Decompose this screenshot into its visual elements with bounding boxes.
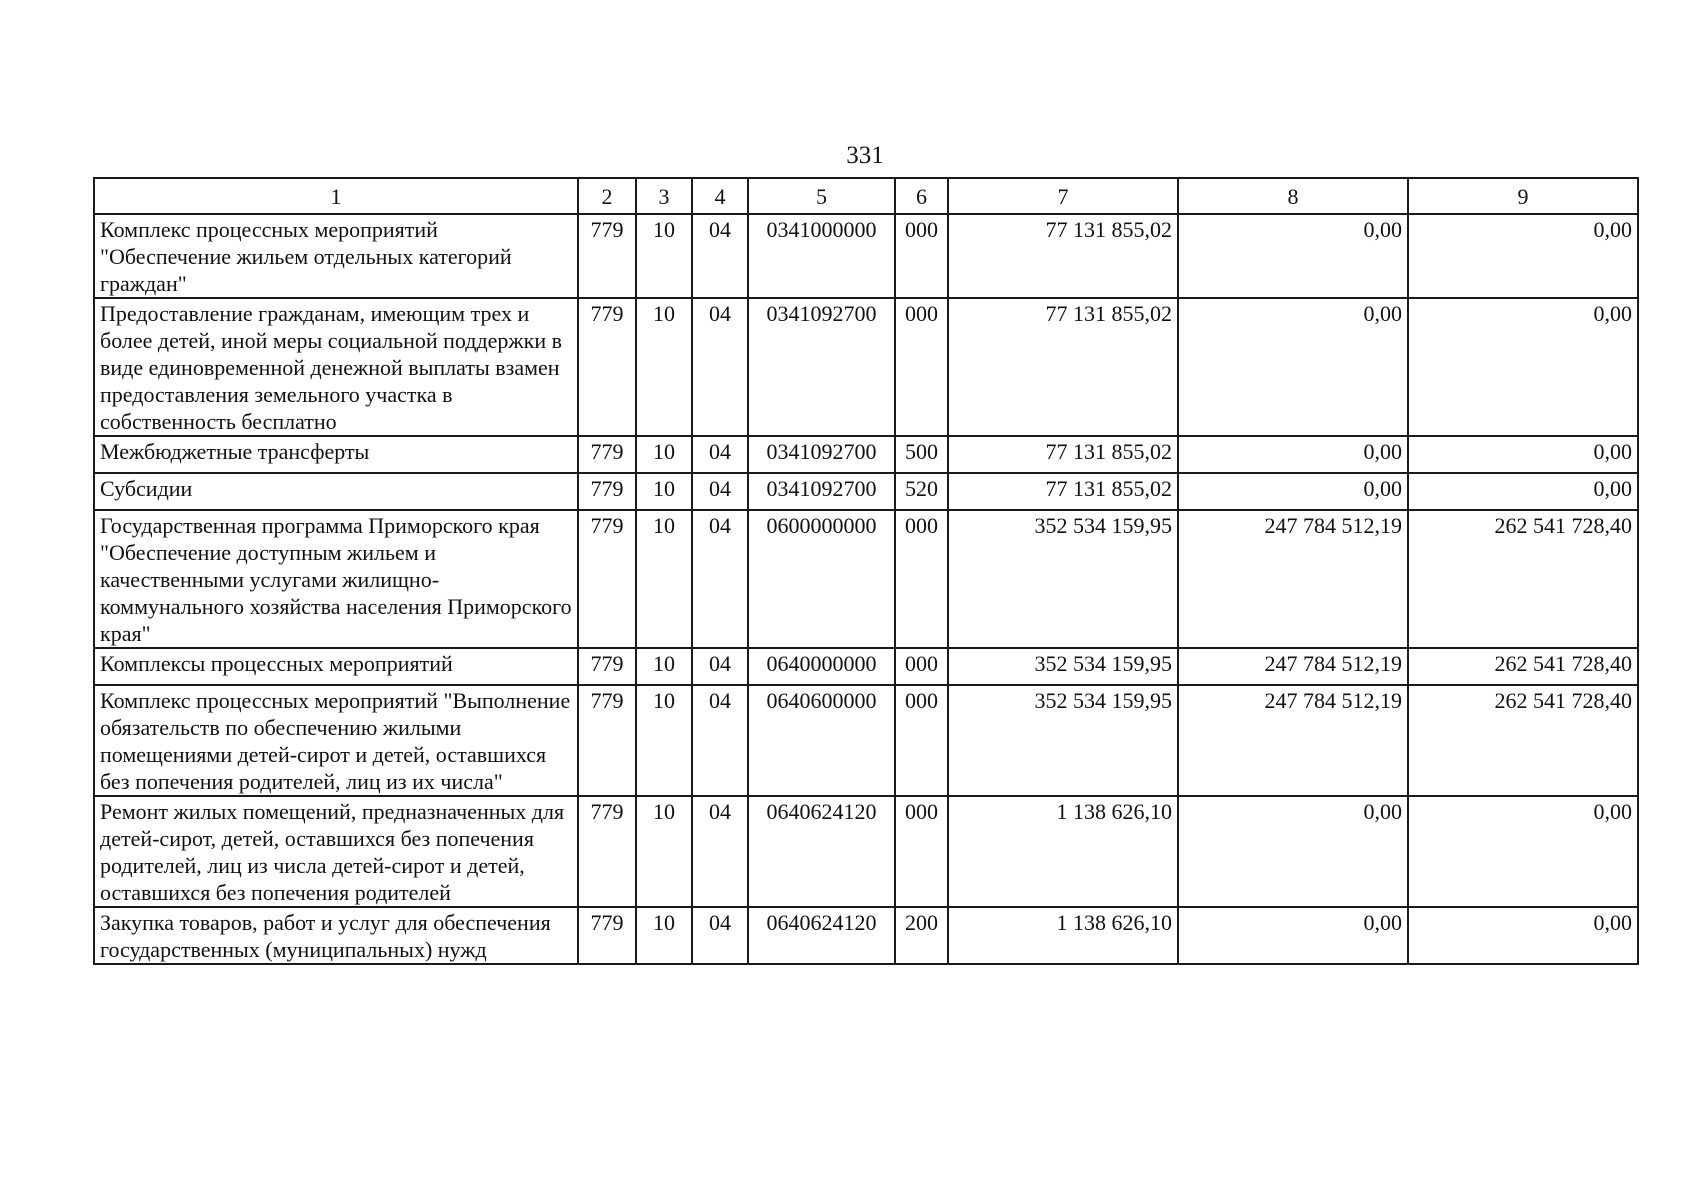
amount-col-8: 0,00 xyxy=(1178,796,1408,907)
amount-col-9: 262 541 728,40 xyxy=(1408,685,1638,796)
subsection-code: 04 xyxy=(692,907,748,964)
column-number-row xyxy=(94,178,1638,214)
expense-type-code: 000 xyxy=(895,685,948,796)
table-row xyxy=(94,907,1638,964)
column-header: 7 xyxy=(948,178,1178,214)
column-header: 5 xyxy=(748,178,895,214)
table-row xyxy=(94,473,1638,510)
ministry-code: 779 xyxy=(578,648,636,685)
row-name: Комплекс процессных мероприятий "Выполнение обязательств по обеспечению жилыми помещениями детей-сирот и детей, оставшихся без попечения родителей, лиц из их числа" xyxy=(94,685,578,796)
subsection-code: 04 xyxy=(692,436,748,473)
target-article-code: 0341092700 xyxy=(748,473,895,510)
amount-col-8: 247 784 512,19 xyxy=(1178,510,1408,648)
amount-col-9: 262 541 728,40 xyxy=(1408,648,1638,685)
ministry-code: 779 xyxy=(578,907,636,964)
amount-col-7: 1 138 626,10 xyxy=(948,907,1178,964)
amount-col-8: 247 784 512,19 xyxy=(1178,685,1408,796)
section-code: 10 xyxy=(636,214,692,298)
table-row xyxy=(94,436,1638,473)
amount-col-8: 0,00 xyxy=(1178,214,1408,298)
amount-col-7: 77 131 855,02 xyxy=(948,214,1178,298)
table-row xyxy=(94,510,1638,648)
target-article-code: 0341000000 xyxy=(748,214,895,298)
amount-col-7: 352 534 159,95 xyxy=(948,510,1178,648)
subsection-code: 04 xyxy=(692,796,748,907)
expense-type-code: 520 xyxy=(895,473,948,510)
amount-col-7: 352 534 159,95 xyxy=(948,648,1178,685)
ministry-code: 779 xyxy=(578,796,636,907)
target-article-code: 0341092700 xyxy=(748,436,895,473)
amount-col-9: 0,00 xyxy=(1408,796,1638,907)
row-name: Государственная программа Приморского края "Обеспечение доступным жильем и качественными услугами жилищно-коммунального хозяйства населения Приморского края" xyxy=(94,510,578,648)
amount-col-9: 0,00 xyxy=(1408,298,1638,436)
section-code: 10 xyxy=(636,907,692,964)
amount-col-8: 0,00 xyxy=(1178,298,1408,436)
subsection-code: 04 xyxy=(692,473,748,510)
section-code: 10 xyxy=(636,473,692,510)
column-header: 8 xyxy=(1178,178,1408,214)
amount-col-9: 262 541 728,40 xyxy=(1408,510,1638,648)
row-name: Комплекс процессных мероприятий "Обеспечение жильем отдельных категорий граждан" xyxy=(94,214,578,298)
ministry-code: 779 xyxy=(578,685,636,796)
column-header: 2 xyxy=(578,178,636,214)
subsection-code: 04 xyxy=(692,510,748,648)
expense-type-code: 500 xyxy=(895,436,948,473)
subsection-code: 04 xyxy=(692,685,748,796)
amount-col-7: 1 138 626,10 xyxy=(948,796,1178,907)
amount-col-7: 352 534 159,95 xyxy=(948,685,1178,796)
expense-type-code: 000 xyxy=(895,796,948,907)
subsection-code: 04 xyxy=(692,298,748,436)
section-code: 10 xyxy=(636,796,692,907)
column-header: 6 xyxy=(895,178,948,214)
amount-col-9: 0,00 xyxy=(1408,436,1638,473)
row-name: Ремонт жилых помещений, предназначенных для детей-сирот, детей, оставшихся без попечения родителей, лиц из числа детей-сирот и детей, оставшихся без попечения родителей xyxy=(94,796,578,907)
target-article-code: 0640000000 xyxy=(748,648,895,685)
table-row xyxy=(94,648,1638,685)
section-code: 10 xyxy=(636,648,692,685)
expense-type-code: 000 xyxy=(895,214,948,298)
expense-type-code: 200 xyxy=(895,907,948,964)
amount-col-8: 247 784 512,19 xyxy=(1178,648,1408,685)
amount-col-7: 77 131 855,02 xyxy=(948,473,1178,510)
section-code: 10 xyxy=(636,298,692,436)
amount-col-7: 77 131 855,02 xyxy=(948,298,1178,436)
target-article-code: 0640624120 xyxy=(748,796,895,907)
column-header: 1 xyxy=(94,178,578,214)
amount-col-9: 0,00 xyxy=(1408,473,1638,510)
row-name: Закупка товаров, работ и услуг для обеспечения государственных (муниципальных) нужд xyxy=(94,907,578,964)
row-name: Субсидии xyxy=(94,473,578,510)
section-code: 10 xyxy=(636,510,692,648)
row-name: Предоставление гражданам, имеющим трех и более детей, иной меры социальной поддержки в виде единовременной денежной выплаты взамен предоставления земельного участка в собственность бесплатно xyxy=(94,298,578,436)
column-header: 3 xyxy=(636,178,692,214)
row-name: Межбюджетные трансферты xyxy=(94,436,578,473)
target-article-code: 0640600000 xyxy=(748,685,895,796)
subsection-code: 04 xyxy=(692,214,748,298)
ministry-code: 779 xyxy=(578,510,636,648)
ministry-code: 779 xyxy=(578,436,636,473)
target-article-code: 0341092700 xyxy=(748,298,895,436)
amount-col-8: 0,00 xyxy=(1178,436,1408,473)
amount-col-7: 77 131 855,02 xyxy=(948,436,1178,473)
ministry-code: 779 xyxy=(578,214,636,298)
expense-type-code: 000 xyxy=(895,510,948,648)
expense-type-code: 000 xyxy=(895,298,948,436)
table-row xyxy=(94,796,1638,907)
column-header: 4 xyxy=(692,178,748,214)
amount-col-8: 0,00 xyxy=(1178,473,1408,510)
column-header: 9 xyxy=(1408,178,1638,214)
amount-col-9: 0,00 xyxy=(1408,214,1638,298)
row-name: Комплексы процессных мероприятий xyxy=(94,648,578,685)
target-article-code: 0640624120 xyxy=(748,907,895,964)
target-article-code: 0600000000 xyxy=(748,510,895,648)
section-code: 10 xyxy=(636,436,692,473)
ministry-code: 779 xyxy=(578,473,636,510)
amount-col-9: 0,00 xyxy=(1408,907,1638,964)
expense-type-code: 000 xyxy=(895,648,948,685)
table-row xyxy=(94,685,1638,796)
table-row xyxy=(94,298,1638,436)
budget-table xyxy=(93,177,1639,965)
subsection-code: 04 xyxy=(692,648,748,685)
amount-col-8: 0,00 xyxy=(1178,907,1408,964)
page-number: 331 xyxy=(846,142,884,169)
table-row xyxy=(94,214,1638,298)
section-code: 10 xyxy=(636,685,692,796)
ministry-code: 779 xyxy=(578,298,636,436)
